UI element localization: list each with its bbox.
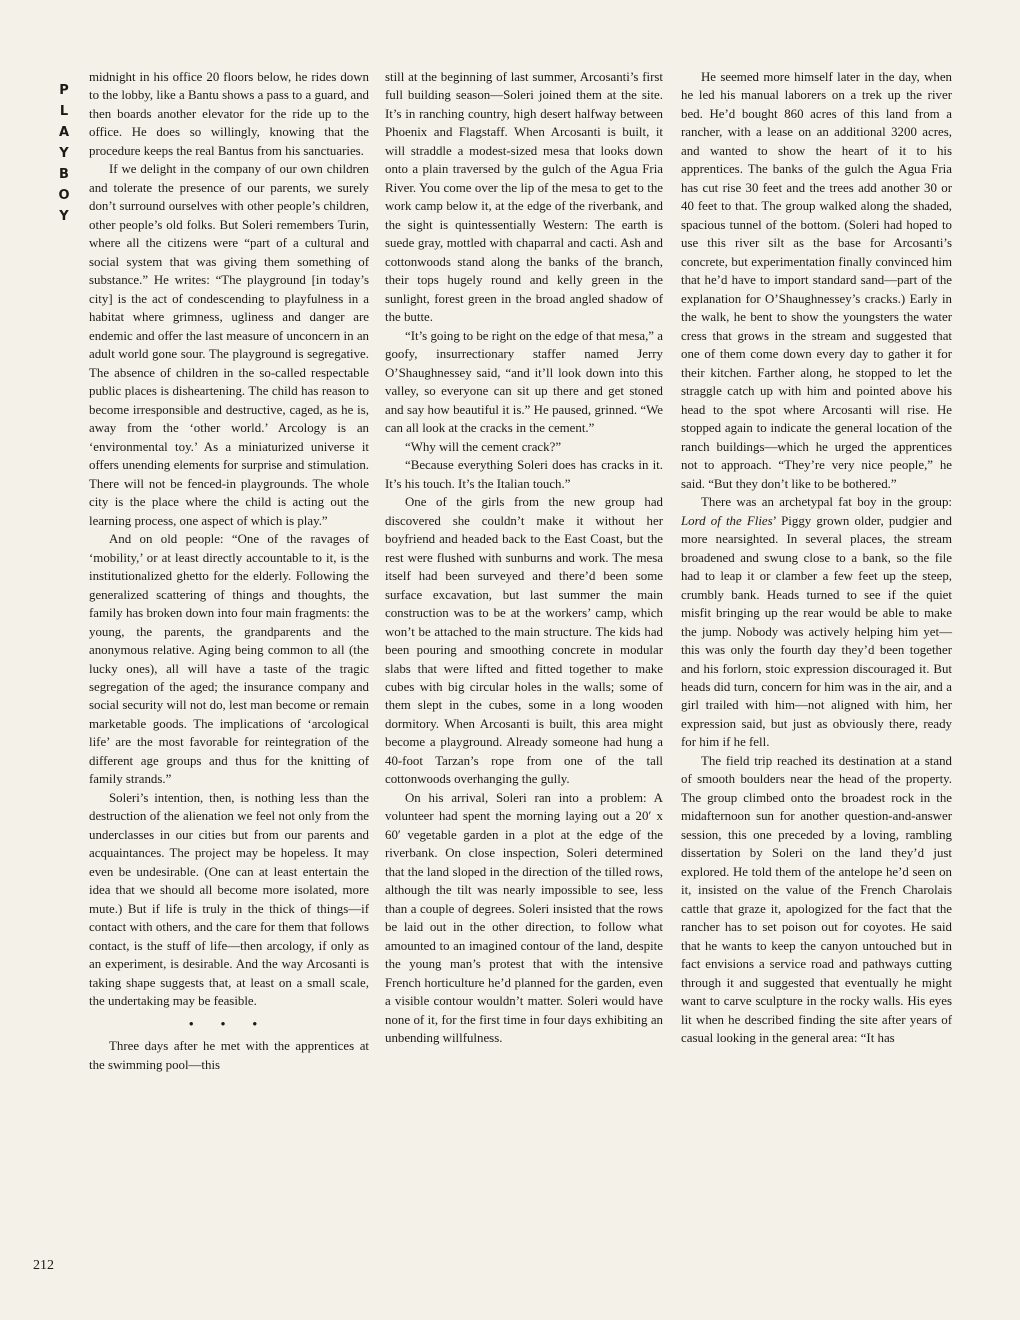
paragraph: “It’s going to be right on the edge of that mesa,” a goofy, insurrectionary staffer named Jerry O’Shaughnessey said, “and it’ll look down into this valley, so everyone can sit up there and get stoned and say how beautiful it is.” He paused, grinned. “We can all look at the cracks in the cement.” (385, 328, 663, 436)
paragraph: And on old people: “One of the ravages of ‘mobility,’ or at least directly accountable to it, is the institutionalized ghetto for the elderly. Following the generalized scattering of things and thoughts, the family has broken down into four main fragments: the young, the parents, the grandparents and the anonymous relative. Aging being common to all (the lucky ones), all will have a taste of the tragic segregation of the aged; the insurance company and social security will not do, lest man become or remain marketable goods. The implications of ‘arcological life’ are the most favorable for reintegration of the different age groups and thus for the knitting of family strands.” (89, 532, 369, 787)
page-number: 212 (33, 1258, 54, 1273)
text-column-1 (89, 68, 369, 1074)
paragraph: If we delight in the company of our own children and tolerate the presence of our parents, we surely don’t surround ourselves with other people’s children, other people’s old folks. But Soleri remembers Turin, where all the citizens were “part of a cultural and social system that was giving them something of substance.” He writes: “The playground [in today’s city] is the act of condescending to playfulness in a habitat where grimness, ugliness and danger are endemic and offer the last measure of unconcern in an adult world gone sour. The playground is segregative. The absence of children in the so-called respectable public places is disheartening. The child has reason to become irresponsible and destructive, caged, as he is, away from the ‘other world.’ Arcology is an ‘environmental toy.’ As a miniaturized universe it offers unending elements for surprise and stimulation. There will not be fenced-in playgrounds. The whole city is the place where the child is acting out the learning process, one aspect of which is play.” (89, 162, 369, 528)
text-column-2 (385, 68, 663, 1048)
text-column-3 (681, 68, 952, 1048)
paragraph: “Why will the cement crack?” (405, 439, 562, 454)
paragraph: still at the beginning of last summer, Arcosanti’s first full building season—Soleri joined them at the site. It’s in ranching country, high desert halfway between Phoenix and Flagstaff. When Arcosanti is built, it will straddle a modest-sized mesa that looks down onto a plain traversed by the gulch of the Agua Fria River. You come over the lip of the mesa to get to the work camp below it, at the edge of the riverbank, and the sight is quintessentially Western: The earth is suede gray, mottled with chaparral and cacti. Ash and cottonwoods stand along the banks of the branch, their tops hugely round and kelly green in the sunlight, forest green in the broad angled shadow of the butte. (385, 70, 663, 325)
text-run: ’ Piggy grown older, pudgier and more nearsighted. In several places, the stream broadened and swung close to a bank, so the file had to leap it or clamber a few feet up the steep, crumbly bank. Heads turned to see if the quiet misfit bringing up the rear would be able to make the jump. Nobody was actively helping him yet—this was only the fourth day they’d been together and his forlorn, stoic expression discouraged it. But heads did turn, concern for him was in the air, and a girl trailed with him—not aligned with him, her expression said, but just as obviously there, ready for him if he fell. (681, 513, 952, 750)
paragraph: He seemed more himself later in the day, when he led his manual laborers on a trek up the river bed. He’d bought 860 acres of this land from a rancher, with a lease on an additional 3200 acres, and wanted to show the heart of it to his apprentices. The banks of the gulch the Agua Fria has cut rise 30 feet and the trees add another 30 or 40 feet to that. The group walked along the shaded, spacious tunnel of the bottom. (Soleri had hoped to use this river silt as the base for Arcosanti’s concrete, but experimentation finally convinced him that he’d have to import standard sand—part of the explanation for O’Shaughnessey’s cracks.) Early in the walk, he bent to show the youngsters the water cress that grows in the stream and suggested that one of them come down every day to gather it for their kitchen. Farther along, he stopped to let the straggle catch up with him and pointed above his head to the spot where Arcosanti will rise. He stopped again to indicate the general location of the ranch buildings—which he urged the apprentices not to approach. “They’re very nice people,” he said. “But they don’t like to be bothered.” (681, 70, 952, 491)
paragraph: The field trip reached its destination at a stand of smooth boulders near the head of the property. The group climbed onto the broadest rock in the midafternoon sun for another question-and-answer session, this one preceded by a loving, rambling dissertation by Soleri on the land they’d just explored. He told them of the antelope he’d seen on it, insisted on the value of the French Charolais cattle that graze it, apologized for the fact that the rancher has to set poison out for coyotes. He said that he wants to keep the canyon untouched but in fact envisions a service road and pathways cutting through it and suggested that eventually he might want to carve sculpture in the rocky walls. His eyes lit when he described finding the site after years of casual looking in the general area: “It has (681, 753, 952, 1046)
paragraph: Three days after he met with the apprentices at the swimming pool—this (89, 1039, 369, 1072)
paragraph: One of the girls from the new group had discovered she couldn’t make it without her boyfriend and headed back to the East Coast, but the rest were flushed with sunburns and work. The mesa itself had been surveyed and there’d been some surface excavation, but last summer the main construction was to be at the workers’ camp, which won’t be attached to the main structure. The kids had been pouring and smoothing concrete in modular slabs that were lifted and fitted together to make cubes with big circular holes in the walls; some of them slept in the cubes, some in a long wooden dormitory. When Arcosanti is built, this area might become a playground. Already someone had hung a 40-foot Tarzan’s rope from one of the tall cottonwoods overhanging the gully. (385, 495, 663, 787)
magazine-letter: O (58, 188, 70, 203)
magazine-letter: A (58, 125, 70, 140)
paragraph: midnight in his office 20 floors below, he rides down to the lobby, like a Bantu shows a pass to a guard, and then boards another elevator for the ride up to the office. He does so willingly, knowing that the procedure keeps the real Bantus from his sanctuaries. (89, 70, 369, 158)
paragraph: “Because everything Soleri does has cracks in it. It’s his touch. It’s the Italian touch.” (385, 458, 663, 491)
magazine-letter: B (59, 167, 69, 182)
paragraph (681, 493, 952, 752)
text-run: There was an archetypal fat boy in the group: (701, 495, 952, 510)
paragraph: Soleri’s intention, then, is nothing less than the destruction of the alienation we feel not only from the underclasses in our cities but from our parents and acquaintances. The project may be hopeless. It may even be undesirable. (One can at least entertain the idea that we should all become more isolated, more mute.) But if life is truly in the thick of things—if contact with others, and the care for them that follows contact, is the stuff of life—then arcology, if only as an experiment, is desirable. And the way Arcosanti is taking shape suggests that, at least on a small scale, the undertaking may be feasible. (89, 790, 369, 1009)
magazine-letter: Y (59, 146, 69, 161)
italic-title: Lord of the Flies (681, 513, 773, 528)
paragraph: On his arrival, Soleri ran into a problem: A volunteer had spent the morning laying out a 20′ x 60′ vegetable garden in a plot at the edge of the riverbank. On close inspection, Soleri determined that the land sloped in the direction of the tilled rows, although the tilt was nearly impossible to see, less than a couple of degrees. Soleri insisted that the rows be laid out in the other direction, to follow what amounted to an imagined contour of the land, despite the young man’s protest that with the intensive French horticulture he’d planned for the garden, even a visible contour wouldn’t matter. Soleri would have none of it, for the first time in four days exhibiting an unbending willfulness. (385, 790, 663, 1046)
magazine-letter: L (59, 104, 69, 119)
magazine-letter: Y (59, 209, 69, 224)
magazine-letter: P (59, 83, 69, 98)
section-break: • • • (189, 1016, 269, 1031)
magazine-name-vertical (52, 80, 76, 227)
